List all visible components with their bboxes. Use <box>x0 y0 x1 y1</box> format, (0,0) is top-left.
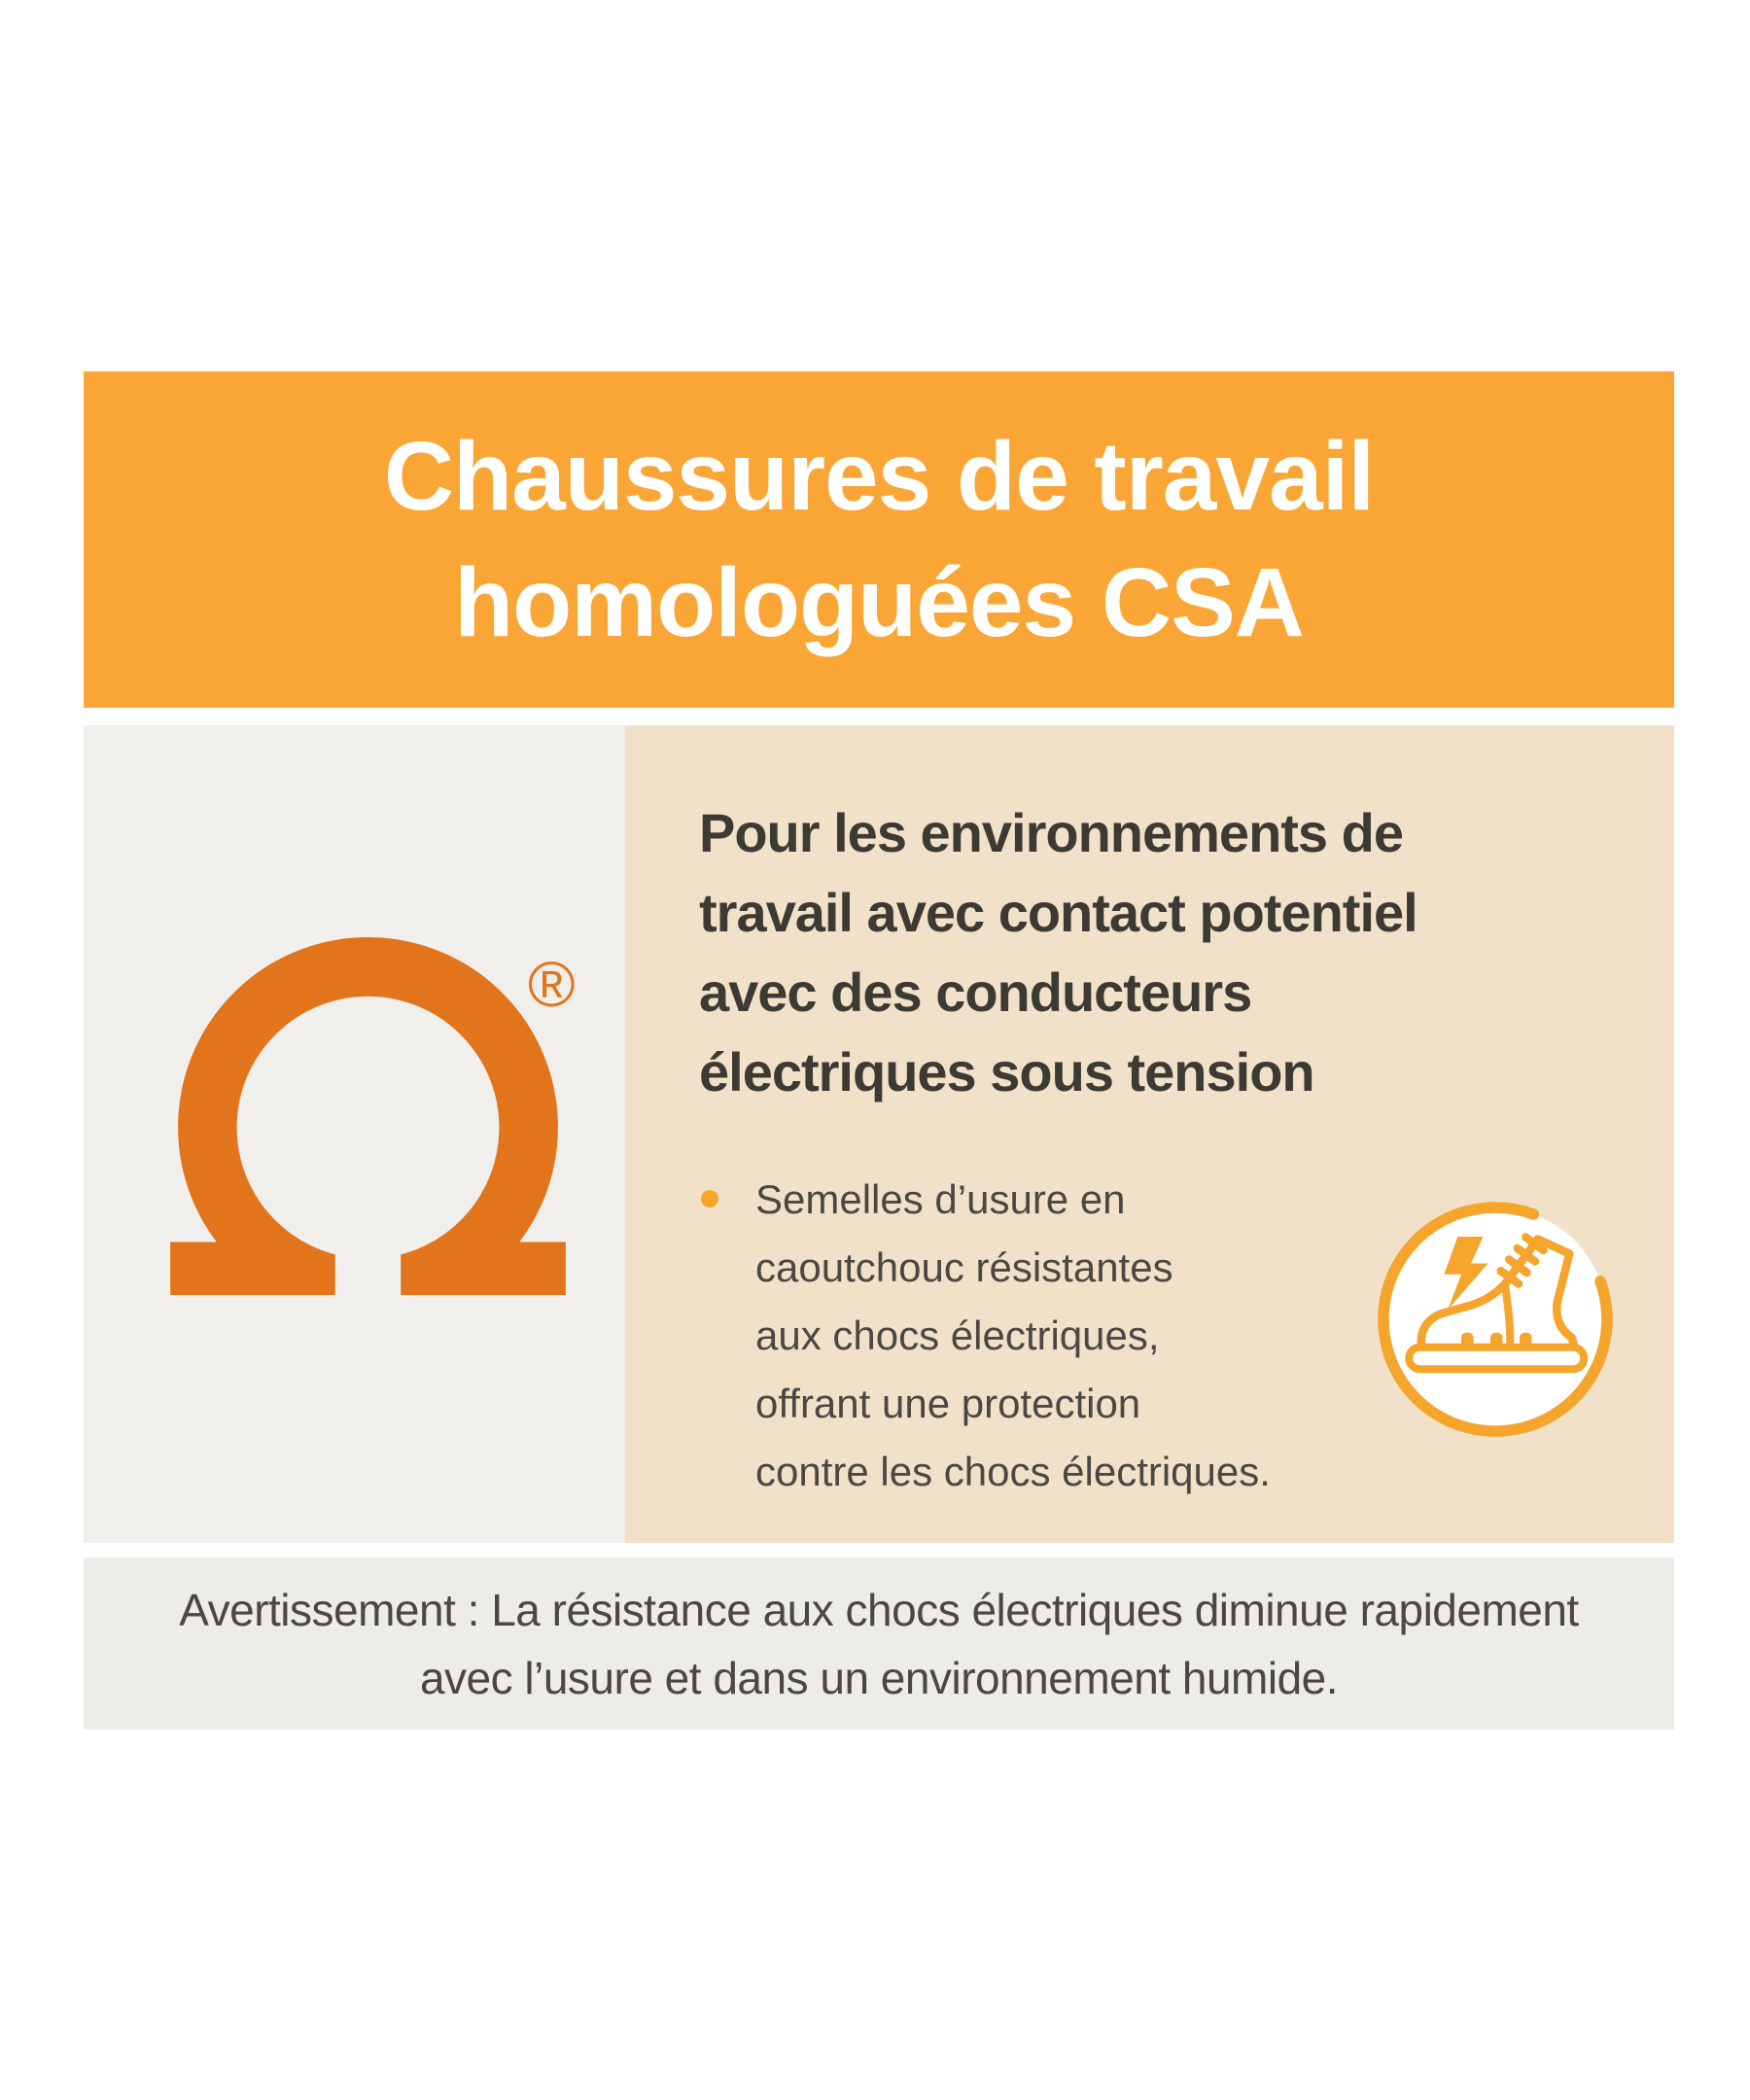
bullet-line-3: aux chocs électriques, <box>755 1312 1160 1358</box>
omega-icon <box>170 936 566 1298</box>
page-title-line-1: Chaussures de travail <box>383 422 1375 531</box>
section-heading-line-3: avec des conducteurs <box>699 962 1252 1023</box>
omega-logo <box>170 936 576 1298</box>
section-heading-line-4: électriques sous tension <box>699 1041 1314 1102</box>
electric-boot-icon <box>1374 1198 1617 1441</box>
main-section <box>84 725 1674 1543</box>
bullet-line-1: Semelles d’usure en <box>755 1176 1126 1222</box>
boot-sole <box>1409 1348 1584 1370</box>
page-title-line-2: homologuées CSA <box>454 548 1304 657</box>
bullet-line-5: contre les chocs électriques. <box>755 1449 1271 1494</box>
section-heading-line-2: travail avec contact potentiel <box>699 882 1418 943</box>
omega-logo-panel <box>84 725 625 1543</box>
warning-line-1: Avertissement : La résistance aux chocs électriques diminue rapidement <box>179 1584 1579 1635</box>
content-panel <box>625 725 1674 1543</box>
bullet-line-4: offrant une protection <box>755 1381 1141 1426</box>
electric-boot-badge <box>1374 1198 1617 1441</box>
section-heading-line-1: Pour les environnements de <box>699 802 1403 863</box>
bullet-line-2: caoutchouc résistantes <box>755 1244 1173 1290</box>
bullet-dot-icon <box>701 1190 718 1208</box>
header-band <box>84 371 1674 708</box>
warning-banner <box>84 1558 1674 1730</box>
warning-line-2: avec l’usure et dans un environnement humide. <box>419 1652 1339 1703</box>
registered-trademark-icon: ® <box>528 948 576 1020</box>
boot-cleats <box>1461 1333 1532 1350</box>
